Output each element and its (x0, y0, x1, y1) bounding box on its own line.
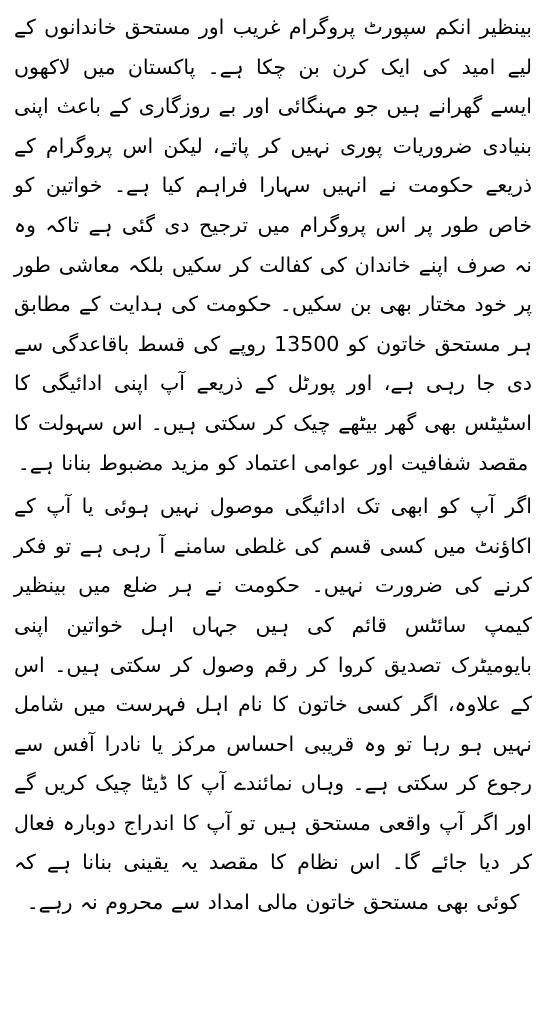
article-paragraph-2: اگر آپ کو ابھی تک ادائیگی موصول نہیں ہوئی یا آپ کے اکاؤنٹ میں کسی قسم کی غلطی سامنے آ رہی ہے تو فکر کرنے کی ضرورت نہیں۔ حکومت نے ہر ضلع میں بینظیر کیمپ سائٹس قائم کی ہیں جہاں اہل خواتین اپنی بایومیٹرک تصدیق کروا کر رقم وصول کر سکتی ہیں۔ اس کے علاوہ، اگر کسی خاتون کا نام اہل فہرست میں شامل نہیں ہو رہا تو وہ قریبی احساس مرکز یا نادرا آفس سے رجوع کر سکتی ہے۔ وہاں نمائندے آپ کا ڈیٹا چیک کریں گے اور اگر آپ واقعی مستحق ہیں تو آپ کا اندراج دوبارہ فعال کر دیا جائے گا۔ اس نظام کا مقصد یہ یقینی بنانا ہے کہ کوئی بھی مستحق خاتون مالی امداد سے محروم نہ رہے۔ (14, 494, 532, 915)
article-paragraph-1: بینظیر انکم سپورٹ پروگرام غریب اور مستحق خاندانوں کے لیے امید کی ایک کرن بن چکا ہے۔ پاکستان میں لاکھوں ایسے گھرانے ہیں جو مہنگائی اور بے روزگاری کے باعث اپنی بنیادی ضروریات پوری نہیں کر پاتے، لیکن اس پروگرام کے ذریعے حکومت نے انہیں سہارا فراہم کیا ہے۔ خواتین کو خاص طور پر اس پروگرام میں ترجیح دی گئی ہے تاکہ وہ نہ صرف اپنے خاندان کی کفالت کر سکیں بلکہ معاشی طور پر خود مختار بھی بن سکیں۔ حکومت کی ہدایت کے مطابق ہر مستحق خاتون کو 13500 روپے کی قسط باقاعدگی سے دی جا رہی ہے، اور پورٹل کے ذریعے آپ اپنی ادائیگی کا اسٹیٹس بھی گھر بیٹھے چیک کر سکتی ہیں۔ اس سہولت کا مقصد شفافیت اور عوامی اعتماد کو مزید مضبوط بنانا ہے۔ (14, 15, 532, 475)
article-body (14, 8, 532, 923)
